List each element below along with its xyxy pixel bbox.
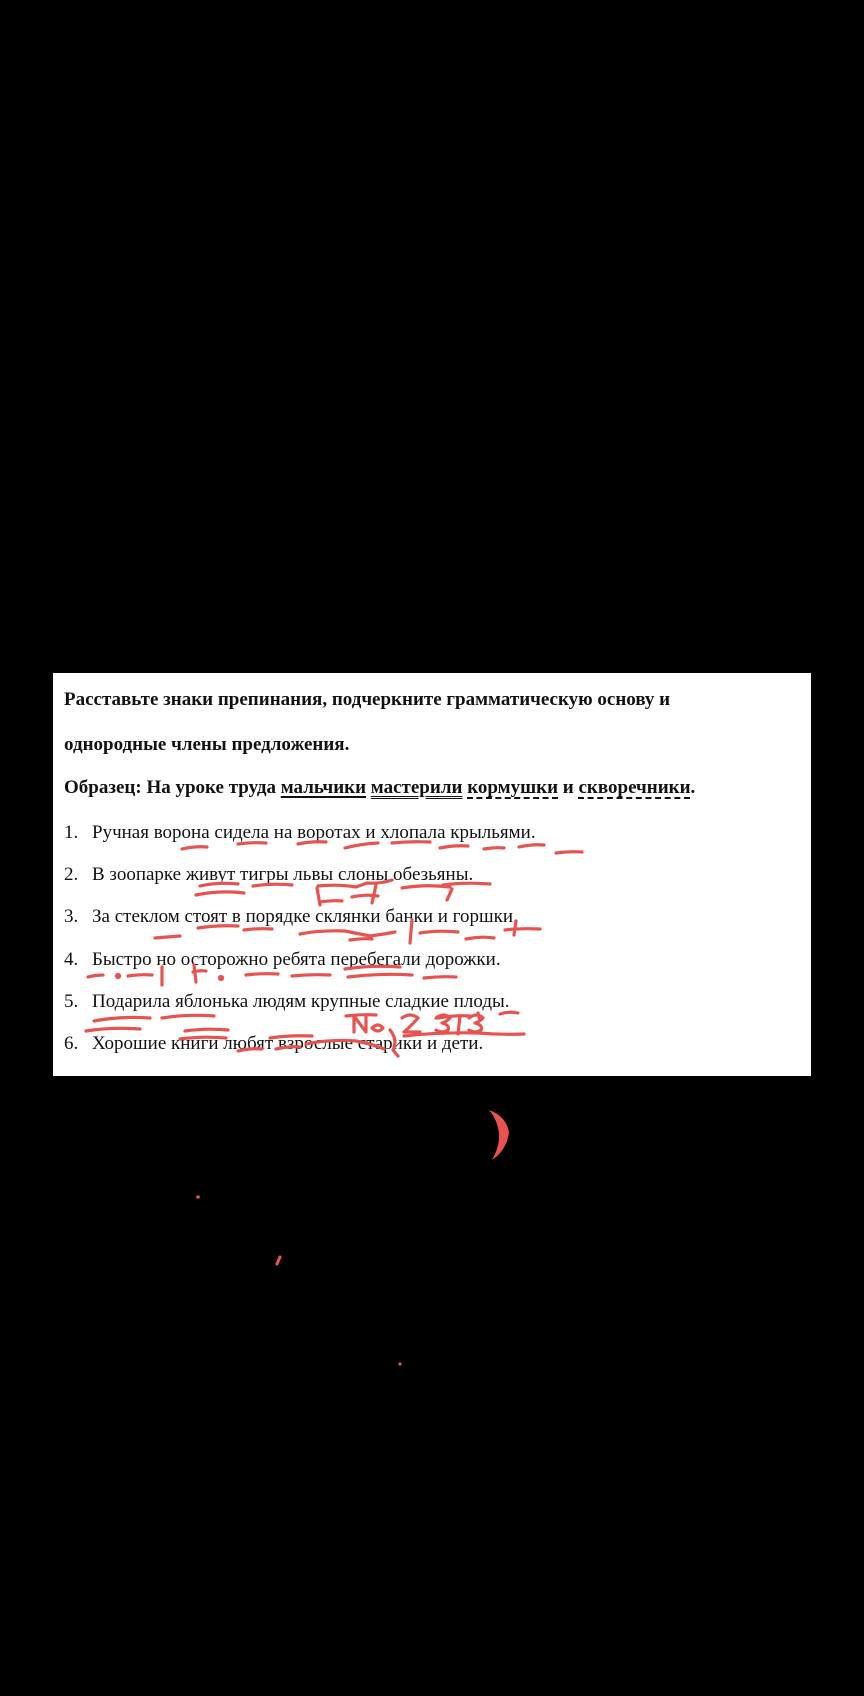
sample-conjunction: и — [562, 777, 574, 798]
pen-stroke — [277, 1257, 280, 1264]
sample-period: . — [690, 777, 696, 798]
sample-object-1: кормушки — [467, 777, 559, 798]
worksheet — [53, 673, 811, 1076]
item-number: 2. — [64, 864, 79, 885]
item-number: 6. — [64, 1033, 79, 1054]
exercise-item-5 — [64, 990, 510, 1014]
exercise-item-2 — [64, 863, 473, 887]
item-number: 5. — [64, 991, 79, 1012]
sample-object-2: скворечники — [578, 777, 691, 798]
item-text: Подарила яблонька людям крупные сладкие плоды. — [92, 991, 510, 1012]
item-text: Хорошие книги любят взрослые старики и дети. — [92, 1033, 484, 1054]
pen-dot — [398, 1362, 401, 1365]
item-text: В зоопарке живут тигры львы слоны обезьяны. — [92, 864, 474, 885]
sample-predicate: мастерили — [370, 777, 463, 798]
item-number: 4. — [64, 949, 79, 970]
item-text: За стеклом стоят в порядке склянки банки и горшки. — [92, 906, 518, 927]
sample-label: Образец: На уроке труда — [64, 777, 276, 798]
instruction-line-2: однородные члены предложения. — [64, 734, 350, 755]
item-text: Ручная ворона сидела на воротах и хлопала крыльями. — [92, 822, 536, 843]
pen-blob — [489, 1110, 509, 1160]
exercise-item-1 — [64, 821, 536, 845]
sample-subject: мальчики — [280, 777, 367, 798]
sample-sentence — [64, 776, 695, 800]
exercise-item-4 — [64, 948, 501, 972]
exercise-item-3 — [64, 905, 518, 929]
pen-dot — [196, 1195, 200, 1199]
exercise-item-6 — [64, 1032, 483, 1056]
item-number: 3. — [64, 906, 79, 927]
instruction-line-1: Расставьте знаки препинания, подчеркните грамматическую основу и — [64, 689, 671, 710]
item-text: Быстро но осторожно ребята перебегали дорожки. — [92, 949, 501, 970]
item-number: 1. — [64, 822, 79, 843]
